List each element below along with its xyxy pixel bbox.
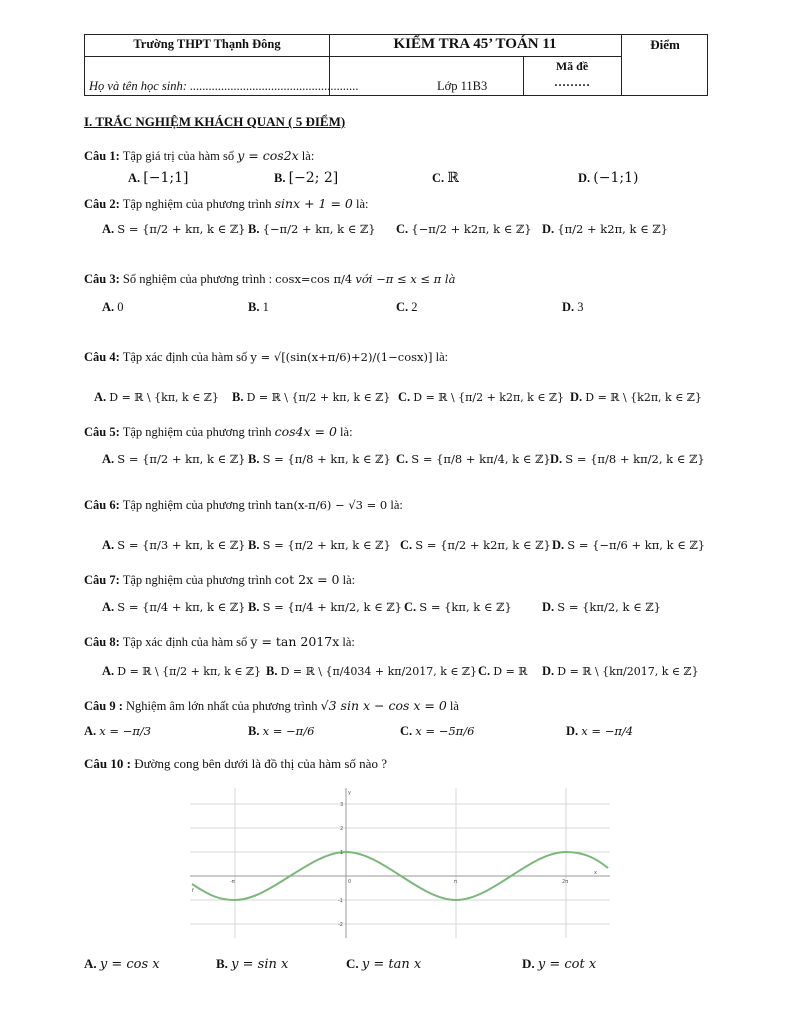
question-1	[84, 148, 314, 164]
question-7: Câu 7: Tập nghiệm của phương trình cot 2x = 0 là:	[84, 572, 356, 587]
y-tick-1: 1	[340, 850, 344, 856]
class-label: Lớp 11B3	[437, 79, 488, 93]
q8-option-d[interactable]: D. D = ℝ \ {kπ/2017, k ∈ ℤ}	[542, 664, 699, 678]
q7-option-b[interactable]: B. S = {π/4 + kπ/2, k ∈ ℤ}	[248, 600, 402, 614]
code-value: ………	[554, 75, 590, 89]
q6-option-a[interactable]: A. S = {π/3 + kπ, k ∈ ℤ}	[102, 538, 246, 552]
q7-option-a[interactable]: A. S = {π/4 + kπ, k ∈ ℤ}	[102, 600, 246, 614]
cosine-graph	[190, 788, 610, 938]
y-tick-3: 3	[340, 802, 344, 808]
q4-option-c[interactable]: C. D = ℝ \ {π/2 + k2π, k ∈ ℤ}	[398, 390, 565, 404]
q8-option-b[interactable]: B. D = ℝ \ {π/4034 + kπ/2017, k ∈ ℤ}	[266, 664, 478, 678]
question-number: Câu 1:	[84, 149, 120, 163]
question-6: Câu 6: Tập nghiệm của phương trình tan(x-π/6) − √3 = 0 là:	[84, 498, 403, 512]
q3-option-d[interactable]: D. 3	[562, 300, 584, 314]
code-label: Mã đề	[555, 59, 589, 73]
question-4: Câu 4: Tập xác định của hàm số y = √[(sin(x+π/6)+2)/(1−cosx)] là:	[84, 350, 449, 364]
q1-option-d[interactable]: D. (−1;1)	[578, 170, 639, 186]
x-axis-label: x	[594, 870, 597, 876]
q6-option-d[interactable]: D. S = {−π/6 + kπ, k ∈ ℤ}	[552, 538, 706, 552]
question-tail: là:	[301, 149, 315, 163]
q1-option-a[interactable]: A. [−1;1]	[128, 170, 189, 186]
x-tick-0: 0	[348, 879, 352, 885]
q9-option-a[interactable]: A. x = −π/3	[84, 724, 152, 738]
x-tick-pi: π	[454, 879, 458, 885]
q9-option-c[interactable]: C. x = −5π/6	[400, 724, 475, 738]
q6-option-b[interactable]: B. S = {π/2 + kπ, k ∈ ℤ}	[248, 538, 391, 552]
q2-option-a[interactable]: A. S = {π/2 + kπ, k ∈ ℤ}	[102, 222, 246, 236]
exam-header-table	[84, 34, 708, 96]
q5-option-c[interactable]: C. S = {π/8 + kπ/4, k ∈ ℤ}	[396, 452, 551, 466]
x-tick-neg-pi: -π	[230, 879, 235, 885]
q4-option-b[interactable]: B. D = ℝ \ {π/2 + kπ, k ∈ ℤ}	[232, 390, 391, 404]
q9-option-b[interactable]: B. x = −π/6	[248, 724, 315, 738]
q5-option-b[interactable]: B. S = {π/8 + kπ, k ∈ ℤ}	[248, 452, 391, 466]
y-tick-neg1: -1	[338, 898, 343, 904]
school-name: Trường THPT Thạnh Đông	[133, 37, 281, 51]
grid-lines	[190, 788, 610, 938]
q10-option-b[interactable]: B. y = sin x	[216, 956, 289, 972]
q2-option-b[interactable]: B. {−π/2 + kπ, k ∈ ℤ}	[248, 222, 376, 236]
q8-option-c[interactable]: C. D = ℝ	[478, 664, 528, 678]
q4-option-a[interactable]: A. D = ℝ \ {kπ, k ∈ ℤ}	[94, 390, 219, 404]
question-text: Tập giá trị của hàm số	[122, 149, 235, 163]
q5-option-d[interactable]: D. S = {π/8 + kπ/2, k ∈ ℤ}	[550, 452, 705, 466]
y-tick-2: 2	[340, 826, 344, 832]
q10-option-a[interactable]: A. y = cos x	[84, 956, 160, 972]
question-9: Câu 9 : Nghiệm âm lớn nhất của phương trình √3 sin x − cos x = 0 là	[84, 698, 459, 713]
question-3: Câu 3: Số nghiệm của phương trình : cosx=cos π/4 với −π ≤ x ≤ π là	[84, 272, 456, 286]
q5-option-a[interactable]: A. S = {π/2 + kπ, k ∈ ℤ}	[102, 452, 246, 466]
stray-label: f	[192, 888, 194, 894]
q8-option-a[interactable]: A. D = ℝ \ {π/2 + kπ, k ∈ ℤ}	[102, 664, 262, 678]
q3-option-b[interactable]: B. 1	[248, 300, 269, 314]
question-10: Câu 10 : Đường cong bên dưới là đồ thị của hàm số nào ?	[84, 756, 387, 771]
y-axis-label: y	[348, 790, 351, 796]
question-5: Câu 5: Tập nghiệm của phương trình cos4x = 0 là:	[84, 424, 353, 439]
question-math: y = cos2x	[237, 148, 299, 163]
q7-option-c[interactable]: C. S = {kπ, k ∈ ℤ}	[404, 600, 512, 614]
section-title: I. TRẮC NGHIỆM KHÁCH QUAN ( 5 ĐIỂM)	[84, 114, 346, 129]
question-8: Câu 8: Tập xác định của hàm số y = tan 2017x là:	[84, 634, 355, 649]
y-tick-neg2: -2	[338, 922, 343, 928]
q9-option-d[interactable]: D. x = −π/4	[566, 724, 634, 738]
q10-option-c[interactable]: C. y = tan x	[346, 956, 422, 972]
student-name-field: Họ và tên học sinh: ......................................................	[89, 79, 359, 93]
header-divider	[523, 56, 621, 57]
q3-option-a[interactable]: A. 0	[102, 300, 124, 314]
q7-option-d[interactable]: D. S = {kπ/2, k ∈ ℤ}	[542, 600, 661, 614]
q4-option-d[interactable]: D. D = ℝ \ {k2π, k ∈ ℤ}	[570, 390, 702, 404]
q6-option-c[interactable]: C. S = {π/2 + k2π, k ∈ ℤ}	[400, 538, 551, 552]
q3-option-c[interactable]: C. 2	[396, 300, 418, 314]
score-label: Điểm	[650, 37, 680, 52]
x-tick-2pi: 2π	[562, 879, 569, 885]
q10-option-d[interactable]: D. y = cot x	[522, 956, 597, 972]
q1-option-b[interactable]: B. [−2; 2]	[274, 170, 339, 186]
exam-title: KIỂM TRA 45’ TOÁN 11	[393, 36, 557, 52]
question-2: Câu 2: Tập nghiệm của phương trình sinx + 1 = 0 là:	[84, 196, 369, 211]
q1-option-c[interactable]: C. ℝ	[432, 170, 459, 186]
q2-option-c[interactable]: C. {−π/2 + k2π, k ∈ ℤ}	[396, 222, 532, 236]
q2-option-d[interactable]: D. {π/2 + k2π, k ∈ ℤ}	[542, 222, 668, 236]
